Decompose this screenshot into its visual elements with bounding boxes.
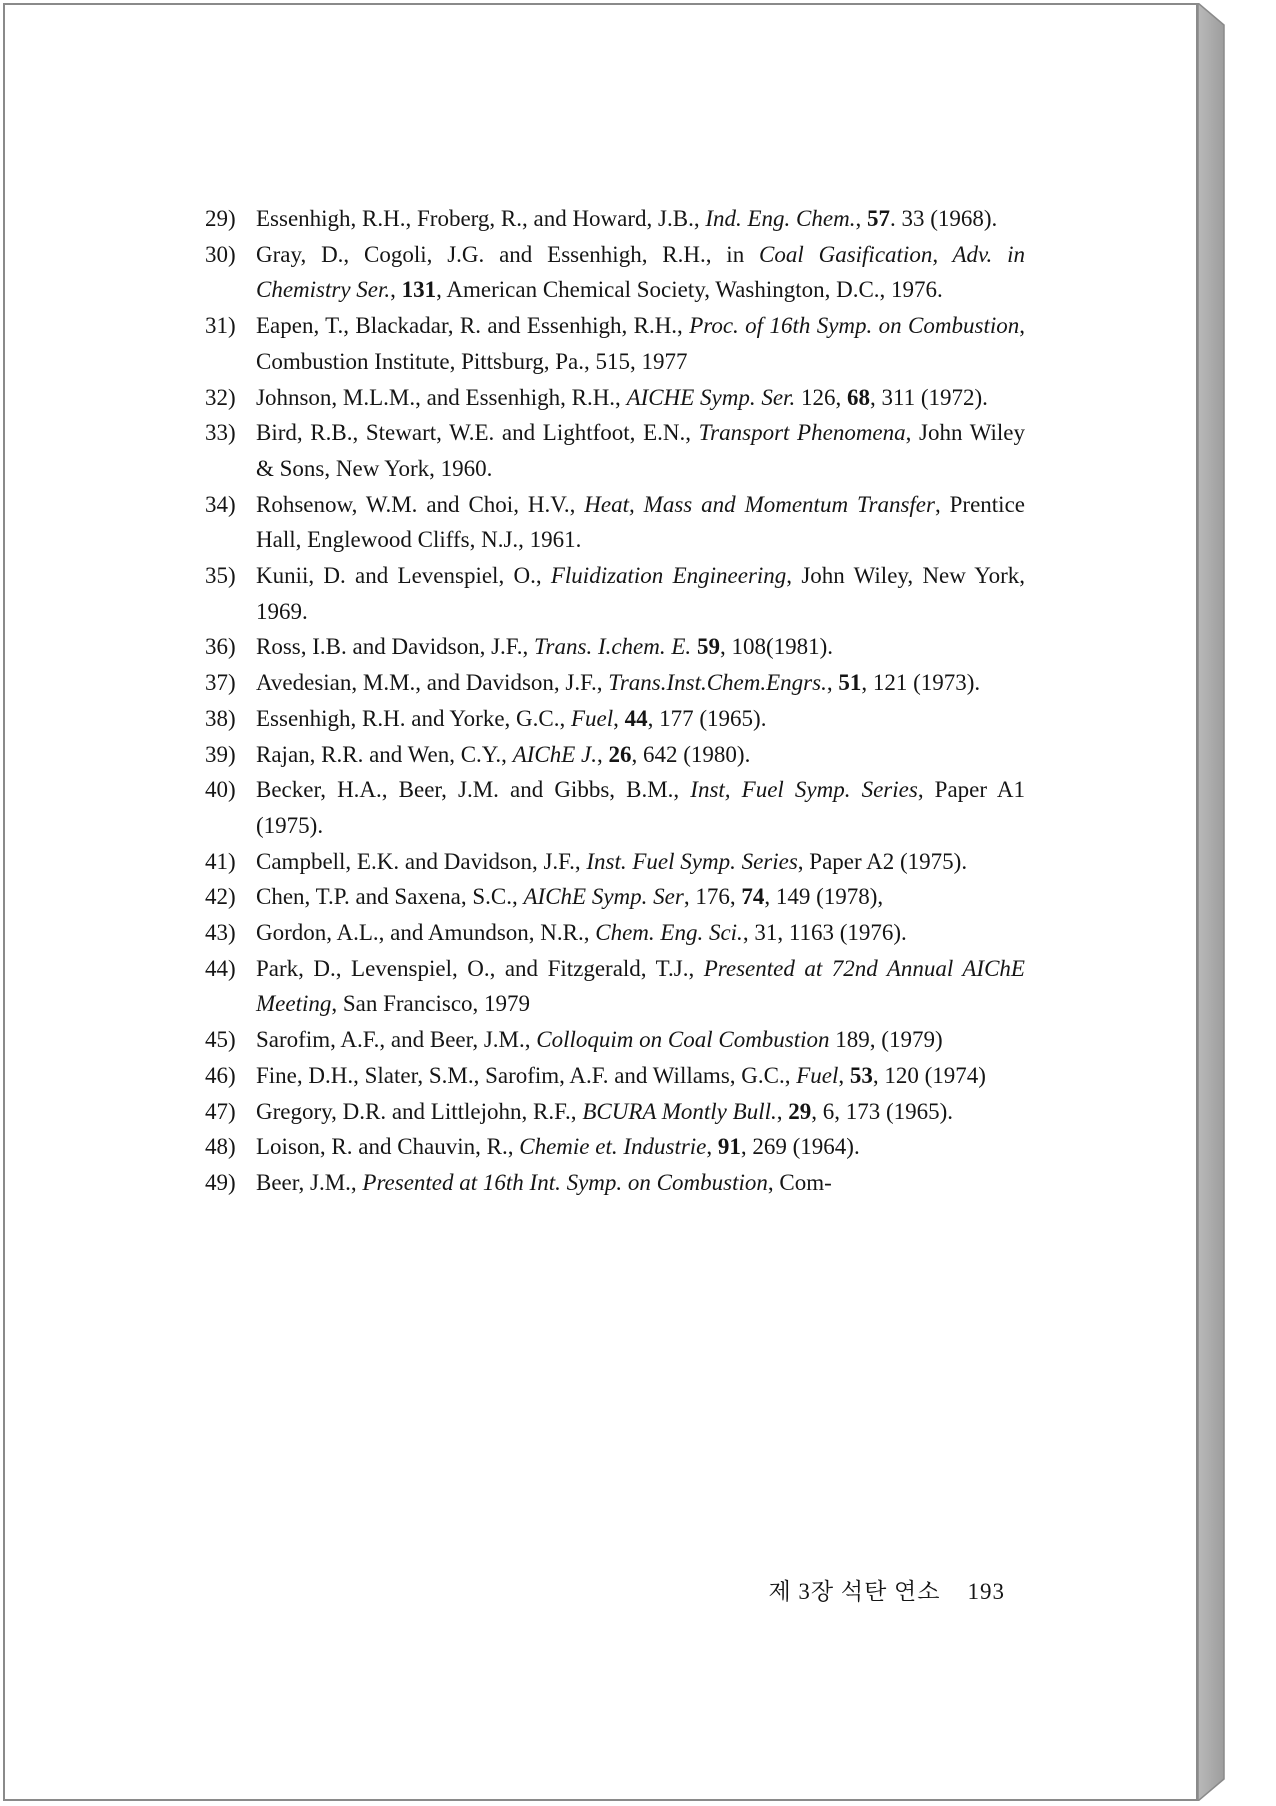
- reference-text: , 108(1981).: [719, 634, 834, 660]
- reference-source-title: Trans. I.chem. E.: [534, 634, 692, 660]
- page-edge-shadow: [1198, 3, 1236, 1801]
- reference-item: [205, 665, 1025, 701]
- reference-source-title: AIChE J.: [512, 741, 597, 767]
- reference-text: Bird, R.B., Stewart, W.E. and Lightfoot, E.N.,: [256, 420, 699, 446]
- reference-text: Rohsenow, W.M. and Choi, H.V.,: [256, 491, 585, 517]
- reference-text: ,: [838, 1062, 850, 1088]
- reference-number: 30): [205, 241, 236, 267]
- reference-text: . 33 (1968).: [889, 206, 998, 231]
- reference-item: [205, 1129, 1025, 1165]
- reference-text: Gregory, D.R. and Littlejohn, R.F.,: [256, 1098, 583, 1124]
- reference-text: Park, D., Levenspiel, O., and Fitzgerald, T.J.,: [256, 955, 704, 981]
- reference-text: , Prentice Hall, Englewood Cliffs, N.J., 1961.: [256, 491, 1025, 553]
- reference-volume: 51: [838, 670, 862, 696]
- reference-item: [205, 308, 1025, 379]
- reference-source-title: Trans.Inst.Chem.Engrs.: [608, 670, 827, 696]
- reference-source-title: Ind. Eng. Chem.: [705, 206, 856, 231]
- reference-text: , 149 (1978),: [764, 884, 884, 910]
- reference-text: Fine, D.H., Slater, S.M., Sarofim, A.F. and Willams, G.C.,: [256, 1062, 797, 1088]
- reference-source-title: Proc. of 16th Symp. on Combustion: [689, 313, 1020, 339]
- reference-item: [205, 629, 1025, 665]
- reference-item: [205, 1094, 1025, 1130]
- book-page: [3, 3, 1198, 1801]
- reference-text: , Paper A2 (1975).: [797, 848, 968, 874]
- reference-text: , Combustion Institute, Pittsburg, Pa., 515, 1977: [256, 313, 1025, 374]
- reference-text: ,: [706, 1134, 718, 1160]
- reference-source-title: Inst, Fuel Symp. Series: [690, 777, 918, 803]
- reference-text: , 31, 1163 (1976).: [742, 920, 907, 946]
- reference-item: [205, 380, 1025, 416]
- reference-text: 189, (1979): [829, 1027, 943, 1053]
- reference-text: , 311 (1972).: [869, 384, 988, 410]
- reference-volume: 26: [608, 741, 632, 767]
- reference-number: 42): [205, 884, 236, 910]
- reference-item: [205, 487, 1025, 558]
- reference-source-title: BCURA Montly Bull.: [582, 1098, 777, 1124]
- reference-number: 35): [205, 563, 236, 589]
- reference-item: [205, 701, 1025, 737]
- reference-item: [205, 951, 1025, 1022]
- reference-source-title: Fuel: [570, 705, 614, 731]
- reference-text: Beer, J.M.,: [256, 1169, 363, 1195]
- reference-item: [205, 844, 1025, 880]
- reference-source-title: AIChE Symp. Ser: [523, 884, 684, 910]
- reference-text: , 177 (1965).: [647, 705, 767, 731]
- reference-volume: 57: [866, 206, 890, 231]
- reference-text: Essenhigh, R.H. and Yorke, G.C.,: [256, 705, 571, 731]
- reference-number: 33): [205, 420, 236, 446]
- reference-item: [205, 772, 1025, 843]
- reference-number: 48): [205, 1134, 236, 1160]
- reference-number: 36): [205, 634, 236, 660]
- reference-source-title: Fuel: [796, 1062, 839, 1088]
- reference-text: Kunii, D. and Levenspiel, O.,: [256, 563, 551, 589]
- reference-item: [205, 879, 1025, 915]
- reference-source-title: Inst. Fuel Symp. Series: [586, 848, 798, 874]
- reference-number: 49): [205, 1169, 236, 1195]
- reference-text: Essenhigh, R.H., Froberg, R., and Howard, J.B.,: [256, 206, 706, 231]
- reference-number: 38): [205, 705, 236, 731]
- reference-text: ,: [597, 741, 609, 767]
- reference-text: , San Francisco, 1979: [331, 991, 531, 1017]
- reference-text: ,: [390, 277, 402, 303]
- page-footer: [735, 1573, 1005, 1606]
- reference-text: ,: [776, 1098, 789, 1124]
- reference-volume: 53: [849, 1062, 873, 1088]
- reference-number: 39): [205, 741, 236, 767]
- reference-text: , 269 (1964).: [740, 1134, 860, 1160]
- reference-text: , Com-: [767, 1169, 832, 1195]
- reference-text: , 6, 173 (1965).: [811, 1098, 954, 1124]
- reference-item: [205, 415, 1025, 486]
- reference-number: 47): [205, 1098, 236, 1124]
- reference-text: 126,: [795, 384, 847, 410]
- chapter-title: 제 3장 석탄 연소: [768, 1579, 941, 1604]
- reference-number: 32): [205, 384, 236, 410]
- reference-text: Sarofim, A.F., and Beer, J.M.,: [256, 1027, 537, 1053]
- reference-number: 31): [205, 313, 236, 339]
- reference-text: , 121 (1973).: [861, 670, 981, 696]
- reference-list: [205, 201, 1025, 1201]
- reference-item: [205, 1022, 1025, 1058]
- reference-source-title: Coal Gasification, Adv. in Chemistry Ser.: [256, 241, 1026, 303]
- reference-volume: 68: [846, 384, 870, 410]
- reference-text: ,: [613, 705, 625, 731]
- reference-text: Becker, H.A., Beer, J.M. and Gibbs, B.M.,: [256, 777, 691, 803]
- reference-item: [205, 1165, 1025, 1201]
- reference-volume: 59: [696, 634, 720, 660]
- reference-item: [205, 237, 1025, 308]
- reference-text: Avedesian, M.M., and Davidson, J.F.,: [256, 670, 609, 696]
- reference-number: 46): [205, 1062, 236, 1088]
- reference-source-title: Fluidization Engineering: [550, 563, 787, 589]
- reference-number: 44): [205, 955, 236, 981]
- reference-source-title: Transport Phenomena: [698, 420, 906, 446]
- reference-text: Ross, I.B. and Davidson, J.F.,: [256, 634, 535, 660]
- reference-item: [205, 201, 1025, 237]
- reference-text: Gordon, A.L., and Amundson, N.R.,: [256, 920, 596, 946]
- reference-text: Chen, T.P. and Saxena, S.C.,: [256, 884, 524, 910]
- reference-number: 34): [205, 491, 236, 517]
- reference-text: , John Wiley & Sons, New York, 1960.: [256, 420, 1026, 481]
- reference-text: , 176,: [683, 884, 742, 910]
- reference-source-title: Chemie et. Industrie: [519, 1134, 707, 1160]
- page-number: 193: [967, 1579, 1005, 1604]
- reference-volume: 131: [401, 277, 437, 303]
- reference-number: 29): [205, 206, 236, 231]
- reference-text: Eapen, T., Blackadar, R. and Essenhigh, R.H.,: [256, 313, 690, 339]
- reference-item: [205, 915, 1025, 951]
- reference-item: [205, 1058, 1025, 1094]
- reference-number: 41): [205, 848, 236, 874]
- reference-text: Gray, D., Cogoli, J.G. and Essenhigh, R.H., in: [256, 241, 760, 267]
- reference-source-title: Heat, Mass and Momentum Transfer: [584, 491, 935, 517]
- reference-text: , John Wiley, New York, 1969.: [256, 563, 1026, 624]
- reference-source-title: Colloquim on Coal Combustion: [536, 1027, 830, 1053]
- reference-source-title: Chem. Eng. Sci.: [595, 920, 743, 946]
- reference-source-title: AICHE Symp. Ser.: [626, 384, 796, 410]
- reference-volume: 29: [788, 1098, 812, 1124]
- reference-text: , Paper A1 (1975).: [256, 777, 1025, 838]
- reference-number: 37): [205, 670, 236, 696]
- reference-text: ,: [855, 206, 867, 231]
- reference-source-title: Presented at 16th Int. Symp. on Combustion: [362, 1169, 768, 1195]
- reference-text: Rajan, R.R. and Wen, C.Y.,: [256, 741, 513, 767]
- reference-volume: 44: [624, 705, 648, 731]
- reference-text: Campbell, E.K. and Davidson, J.F.,: [256, 848, 587, 874]
- reference-text: Johnson, M.L.M., and Essenhigh, R.H.,: [256, 384, 627, 410]
- reference-number: 43): [205, 920, 236, 946]
- reference-text: , American Chemical Society, Washington, D.C., 1976.: [436, 277, 943, 303]
- reference-item: [205, 737, 1025, 773]
- reference-text: , 642 (1980).: [631, 741, 751, 767]
- reference-volume: 91: [717, 1134, 741, 1160]
- reference-number: 40): [205, 777, 236, 803]
- reference-number: 45): [205, 1027, 236, 1053]
- reference-text: Loison, R. and Chauvin, R.,: [256, 1134, 520, 1160]
- reference-volume: 74: [741, 884, 765, 910]
- reference-source-title: Presented at 72nd Annual AIChE Meeting: [256, 955, 1025, 1017]
- reference-text: ,: [826, 670, 839, 696]
- reference-text: , 120 (1974): [872, 1062, 986, 1088]
- reference-item: [205, 558, 1025, 629]
